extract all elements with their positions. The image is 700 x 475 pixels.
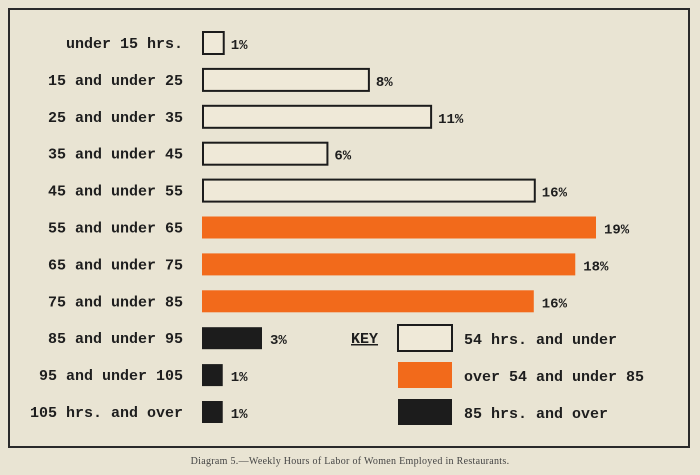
bar	[202, 401, 223, 423]
category-label: 25 and under 35	[47, 109, 183, 127]
bar-value-label: 11%	[438, 111, 464, 128]
legend-swatch	[398, 362, 452, 388]
bar	[203, 69, 369, 91]
chart-title: Diagram 5.—Weekly Hours of Labor of Women Employed in Restaurants.	[190, 456, 510, 467]
bar-value-label: 18%	[583, 259, 609, 276]
legend-label: 85 hrs. and over	[464, 406, 609, 423]
category-label: 65 and under 75	[47, 257, 183, 275]
bar	[202, 327, 262, 349]
bar	[203, 180, 535, 202]
legend-label: over 54 and under 85	[464, 369, 645, 386]
bar-value-label: 8%	[375, 74, 393, 91]
bar-value-label: 6%	[334, 148, 352, 165]
legend-label: 54 hrs. and under	[464, 332, 618, 349]
bar	[202, 217, 596, 239]
bar-value-label: 1%	[230, 407, 248, 423]
category-label: 75 and under 85	[47, 294, 183, 312]
category-label: 15 and under 25	[47, 72, 183, 90]
bar	[202, 290, 534, 312]
category-label: under 15 hrs.	[65, 36, 183, 53]
legend-swatch	[398, 325, 452, 351]
bar	[202, 364, 223, 386]
bar	[203, 106, 431, 128]
bar-value-label: 16%	[541, 185, 568, 202]
category-label: 85 and under 95	[47, 331, 183, 349]
category-label: 105 hrs. and over	[29, 405, 183, 422]
category-label: 55 and under 65	[47, 220, 183, 238]
legend	[351, 325, 644, 425]
legend-title: KEY	[351, 331, 379, 348]
bars-group	[30, 32, 630, 423]
bar	[203, 32, 224, 54]
category-label: 45 and under 55	[47, 183, 183, 201]
category-label: 95 and under 105	[38, 368, 183, 386]
bar-value-label: 1%	[230, 38, 248, 54]
bar	[202, 253, 575, 275]
bar-value-label: 16%	[541, 296, 568, 313]
bar-value-label: 19%	[604, 222, 630, 239]
category-label: 35 and under 45	[47, 146, 183, 164]
bar-value-label: 3%	[270, 333, 287, 350]
legend-swatch	[398, 399, 452, 425]
bar	[203, 143, 327, 165]
bar-value-label: 1%	[230, 370, 248, 387]
